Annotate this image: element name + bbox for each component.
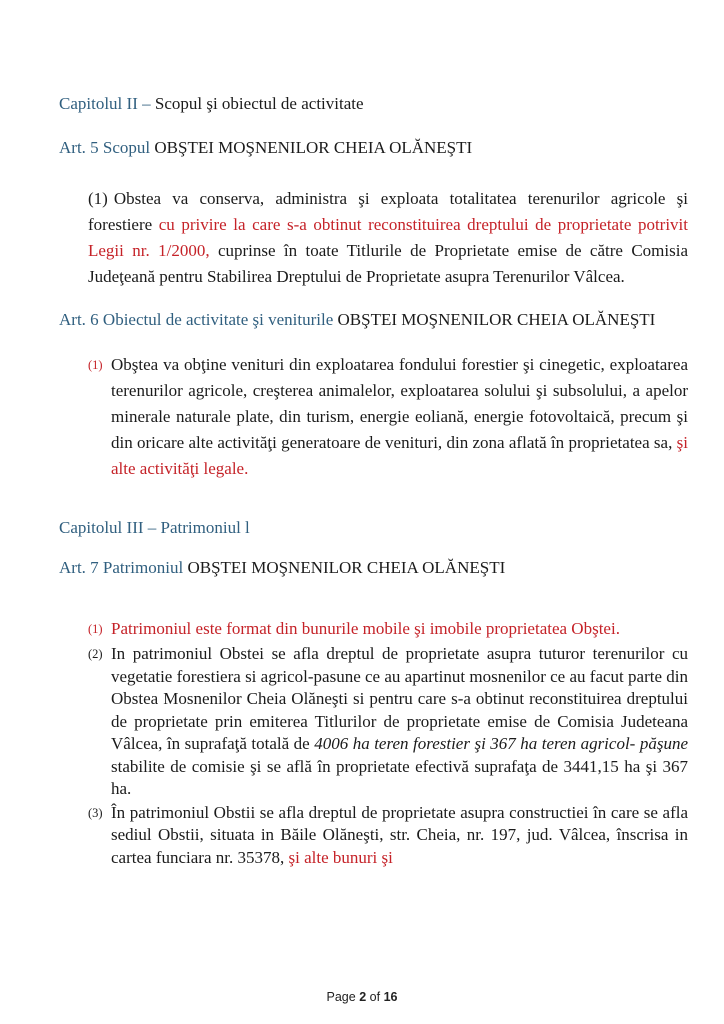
chapter-2-heading: [59, 90, 688, 118]
article-7-paragraph-1: [88, 616, 688, 642]
highlighted-text-segment: şi alte activităţi legale.: [111, 433, 688, 478]
text-segment: Obştea va obţine venituri din exploatarea fondului forestier şi cinegetic, exploatarea terenurilor agricole, creşterea animalelor, exploatarea solului şi subsolului, a apelor minerale naturale plate, din turism, energie eoliană, energie fotovoltaică, precum şi din oricare alte activităţi generatoare de venituri, din zona aflată în proprietatea sa,: [111, 355, 688, 452]
text-segment: În patrimoniul Obstii se afla dreptul de proprietate asupra constructiei în care se afla sediul Obstii, situata in Băile Olăneşti, str. Cheia, nr. 197, jud. Vâlcea, înscrisa in cartea funciara nr. 35378,: [111, 802, 688, 867]
page-footer: [0, 990, 724, 1004]
article-7-paragraph-2: [88, 643, 688, 801]
chapter-2-label: Capitolul II –: [59, 94, 155, 113]
list-marker: (1): [88, 622, 103, 636]
article-5-label: Art. 5 Scopul: [59, 138, 155, 157]
highlighted-text-segment: Patrimoniul este format din bunurile mobile şi imobile proprietatea Obştei.: [111, 619, 620, 638]
italic-text-segment: 4006 ha teren forestier şi 367 ha teren agricol- păşune: [314, 734, 688, 753]
article-6-heading: [59, 306, 688, 334]
text-segment: Obstea va conserva, administra şi exploata totalitatea terenurilor agricole şi forestiere: [88, 189, 688, 234]
article-7-heading: [59, 554, 688, 582]
article-7-label: Art. 7 Patrimoniul: [59, 558, 188, 577]
article-5-paragraph-1: [88, 186, 688, 290]
list-marker: (2): [88, 647, 103, 661]
total-pages: 16: [383, 990, 398, 1004]
article-6-label: Art. 6 Obiectul de activitate şi veniturile: [59, 310, 338, 329]
page-number: 2: [359, 990, 367, 1004]
chapter-3-heading: [59, 514, 688, 542]
article-5-subject: OBŞTEI MOŞNENILOR CHEIA OLĂNEŞTI: [154, 138, 473, 157]
text-segment: cuprinse în toate Titlurile de Proprietate emise de către Comisia Judeţeană pentru Stabilirea Dreptului de Proprietate asupra Terenurilor Vâlcea.: [88, 241, 688, 286]
article-7-subject: OBŞTEI MOŞNENILOR CHEIA OLĂNEŞTI: [187, 558, 506, 577]
highlighted-text-segment: şi alte bunuri şi: [288, 847, 393, 867]
list-marker: (3): [88, 805, 103, 820]
article-5-heading: [59, 134, 688, 162]
article-6-subject: OBŞTEI MOŞNENILOR CHEIA OLĂNEŞTI: [337, 310, 656, 329]
list-marker: (1): [88, 358, 103, 372]
chapter-3-label: Capitolul III – Patrimoniul l: [59, 518, 250, 537]
text-segment: stabilite de comisie şi se află în proprietate efectivă suprafaţa de 3441,15 ha şi 367 ha.: [111, 756, 688, 798]
page-label: Page: [326, 990, 356, 1004]
of-label: of: [369, 990, 381, 1004]
chapter-2-title: Scopul şi obiectul de activitate: [154, 94, 364, 113]
article-7-paragraph-3: [88, 802, 688, 870]
article-6-paragraph-1: [88, 352, 688, 482]
highlighted-text-segment: cu privire la care s-a obtinut reconstituirea dreptului de proprietate potrivit Legii nr. 1/2000,: [88, 215, 688, 260]
text-segment: In patrimoniul Obstei se afla dreptul de proprietate asupra tuturor terenurilor cu vegetatie forestiera si agricol-pasune ce au apartinut mosnenilor ce au facut parte din Obstea Mosnenilor Cheia Olăneşti si pentru care s-a obtinut reconstituirea dreptului de proprietate prin emiterea Titlurilor de proprietate emise de Comisia Judeteana Vâlcea, în suprafaţă totală de: [111, 644, 688, 753]
list-marker: (1): [88, 189, 108, 208]
